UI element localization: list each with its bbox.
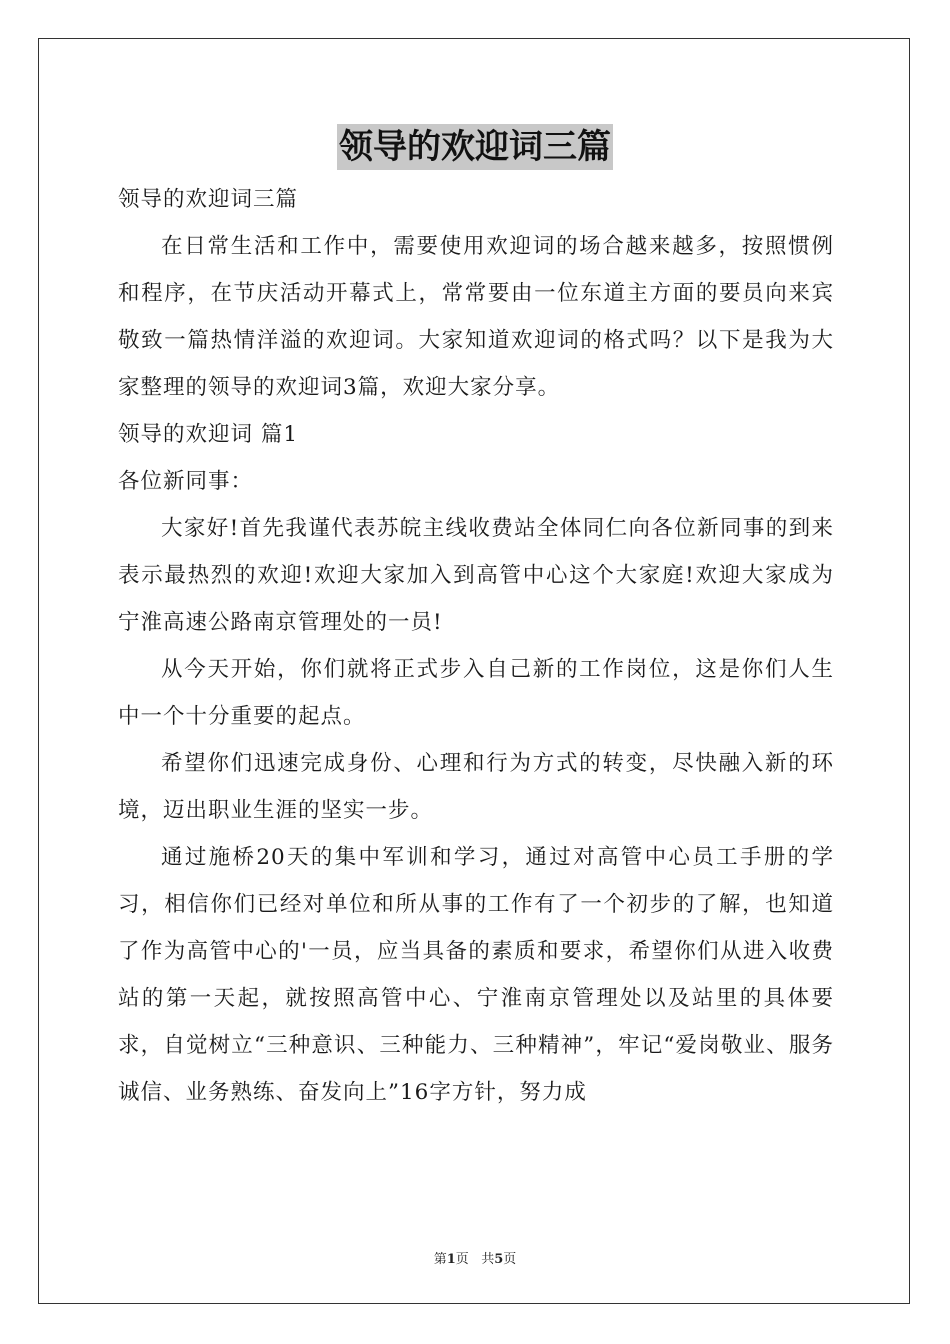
document-body bbox=[118, 176, 834, 1116]
footer-total-prefix: 共 bbox=[481, 1252, 495, 1267]
footer-total-suffix: 页 bbox=[503, 1252, 517, 1267]
paragraph-salutation: 各位新同事： bbox=[118, 469, 254, 494]
paragraph-section-heading: 领导的欢迎词 篇1 bbox=[118, 422, 299, 447]
page-footer bbox=[0, 1248, 950, 1267]
paragraph-body: 希望你们迅速完成身份、心理和行为方式的转变，尽快融入新的环境，迈出职业生涯的坚实一步。 bbox=[118, 751, 834, 823]
paragraph-body: 从今天开始，你们就将正式步入自己新的工作岗位，这是你们人生中一个十分重要的起点。 bbox=[118, 657, 834, 729]
document-title: 领导的欢迎词三篇 bbox=[337, 124, 613, 170]
footer-page-number: 1 bbox=[446, 1252, 456, 1267]
paragraph-intro: 在日常生活和工作中，需要使用欢迎词的场合越来越多，按照惯例和程序，在节庆活动开幕式上，常常要由一位东道主方面的要员向来宾敬致一篇热情洋溢的欢迎词。大家知道欢迎词的格式吗？以下是我为大家整理的领导的欢迎词3篇，欢迎大家分享。 bbox=[118, 234, 834, 400]
footer-total-pages: 5 bbox=[494, 1252, 504, 1267]
paragraph-subtitle: 领导的欢迎词三篇 bbox=[118, 187, 299, 212]
paragraph-body: 通过施桥20天的集中军训和学习，通过对高管中心员工手册的学习，相信你们已经对单位和所从事的工作有了一个初步的了解，也知道了作为高管中心的'一员，应当具备的素质和要求，希望你们从进入收费站的第一天起，就按照高管中心、宁淮南京管理处以及站里的具体要求，自觉树立“三种意识、三种能力、三种精神”，牢记“爱岗敬业、服务诚信、业务熟练、奋发向上”16字方针，努力成 bbox=[118, 845, 834, 1105]
footer-page-suffix: 页 bbox=[455, 1252, 469, 1267]
footer-page-prefix: 第 bbox=[433, 1252, 447, 1267]
paragraph-body: 大家好!首先我谨代表苏皖主线收费站全体同仁向各位新同事的到来表示最热烈的欢迎!欢迎大家加入到高管中心这个大家庭!欢迎大家成为宁淮高速公路南京管理处的一员! bbox=[118, 516, 834, 635]
title-container bbox=[0, 124, 950, 170]
